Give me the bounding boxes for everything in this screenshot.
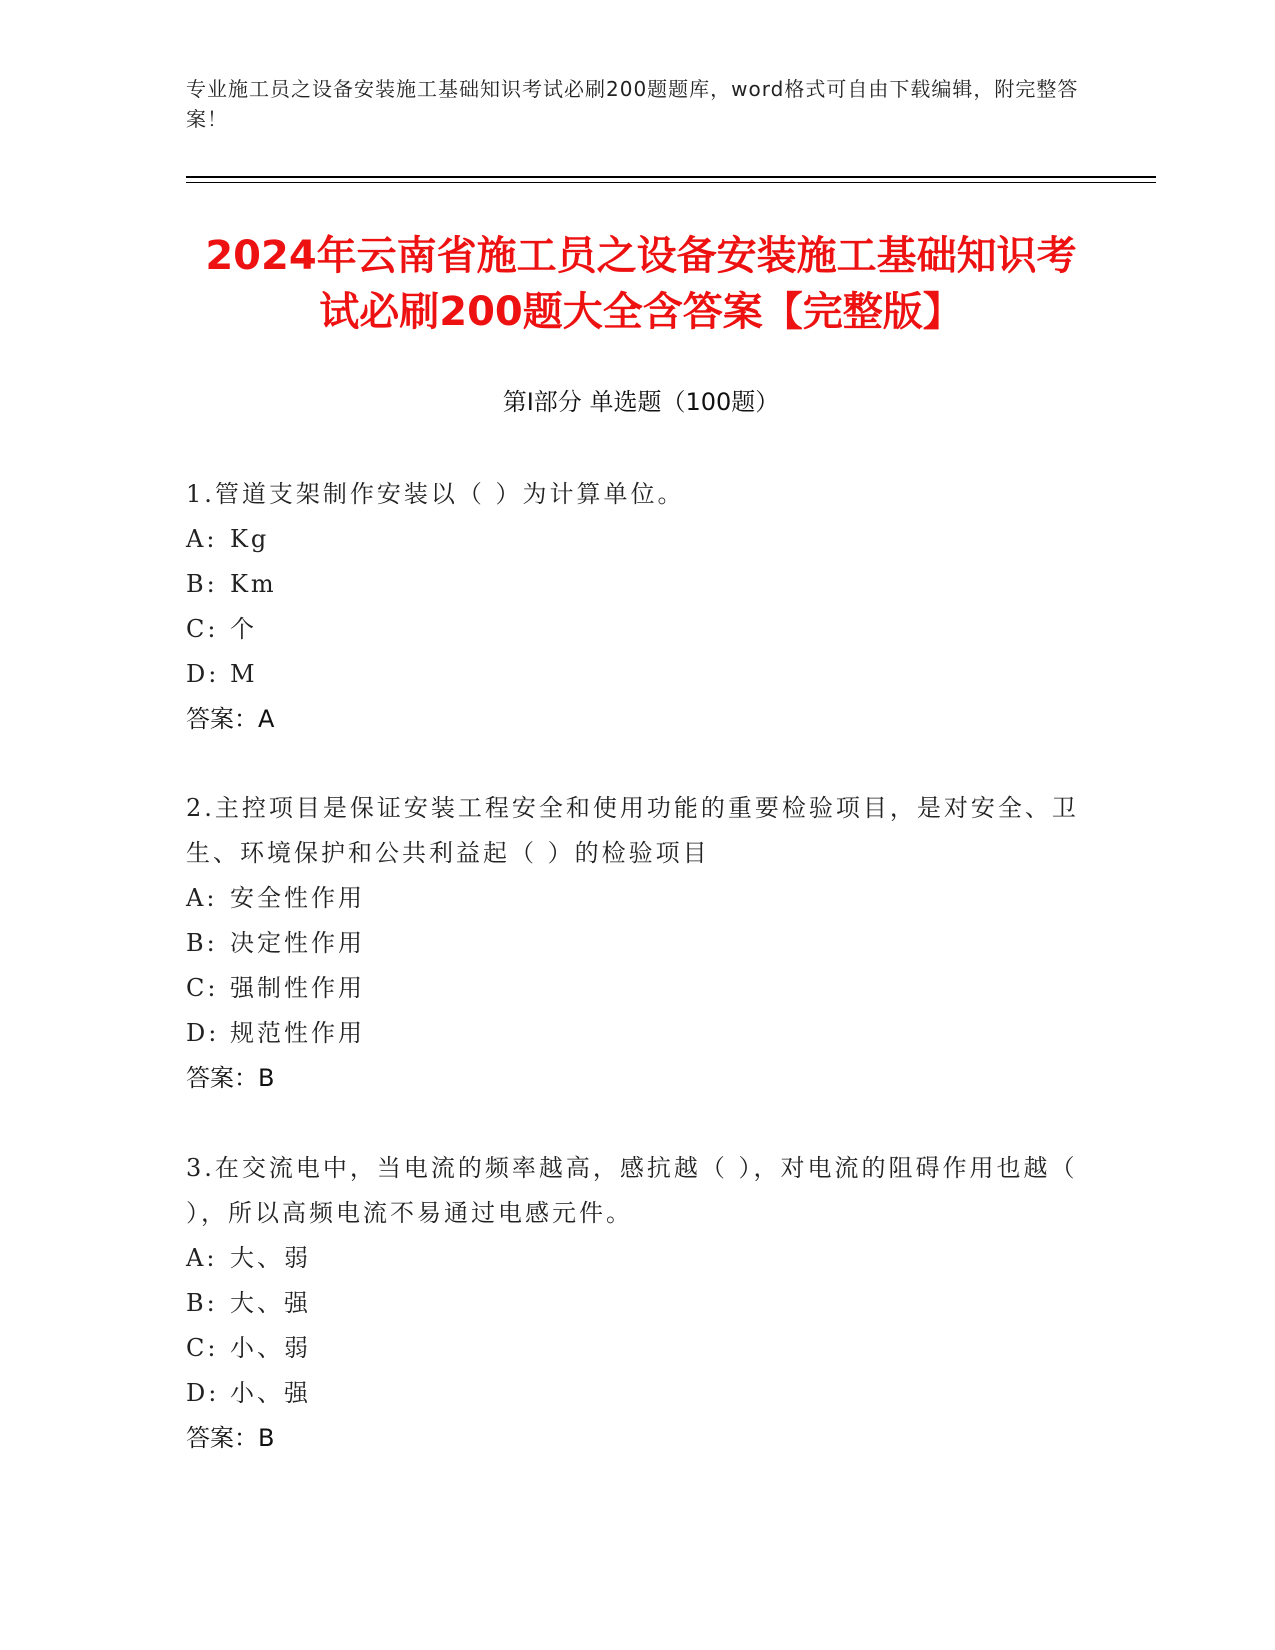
option-label: C: <box>186 615 219 643</box>
option-label: B: <box>186 1289 218 1317</box>
option-b <box>186 1281 1086 1326</box>
option-label: D: <box>186 1379 220 1407</box>
question-stem: 1.管道支架制作安装以（ ）为计算单位。 <box>186 480 685 508</box>
option-label: C: <box>186 974 219 1002</box>
option-text: 强制性作用 <box>230 974 365 1002</box>
option-text: 安全性作用 <box>230 884 365 912</box>
option-label: A: <box>186 884 218 912</box>
option-text: 个 <box>230 615 257 643</box>
question-2 <box>186 786 1086 1101</box>
header-divider-thin <box>186 182 1156 183</box>
answer-line: 答案：A <box>186 705 275 733</box>
option-label: A: <box>186 1244 218 1272</box>
option-a <box>186 517 1086 562</box>
question-3 <box>186 1146 1086 1461</box>
option-text: Km <box>230 570 277 598</box>
option-d <box>186 1011 1086 1056</box>
option-label: D: <box>186 660 220 688</box>
section-heading: 第Ⅰ部分 单选题（100题） <box>502 388 780 416</box>
question-stem: 2.主控项目是保证安装工程安全和使用功能的重要检验项目，是对安全、卫生、环境保护和公共利益起（ ）的检验项目 <box>186 794 1079 867</box>
option-c <box>186 1326 1086 1371</box>
option-c <box>186 966 1086 1011</box>
option-text: 大、弱 <box>230 1244 311 1272</box>
option-c <box>186 607 1086 652</box>
option-text: 规范性作用 <box>230 1019 365 1047</box>
option-a <box>186 1236 1086 1281</box>
option-label: C: <box>186 1334 219 1362</box>
header-note: 专业施工员之设备安装施工基础知识考试必刷200题题库，word格式可自由下载编辑，附完整答案！ <box>186 77 1079 131</box>
document-title: 2024年云南省施工员之设备安装施工基础知识考试必刷200题大全含答案【完整版】 <box>205 233 1077 335</box>
option-text: 小、强 <box>230 1379 311 1407</box>
question-stem: 3.在交流电中，当电流的频率越高，感抗越（ ），对电流的阻碍作用也越（ ），所以高频电流不易通过电感元件。 <box>186 1154 1078 1227</box>
option-b <box>186 921 1086 966</box>
option-text: Kg <box>230 525 270 553</box>
option-label: B: <box>186 570 218 598</box>
answer-line: 答案：B <box>186 1064 275 1092</box>
option-text: 决定性作用 <box>230 929 365 957</box>
header-divider-thick <box>186 176 1156 178</box>
option-label: D: <box>186 1019 220 1047</box>
option-d <box>186 1371 1086 1416</box>
option-label: A: <box>186 525 218 553</box>
option-text: 大、强 <box>230 1289 311 1317</box>
option-a <box>186 876 1086 921</box>
answer-line: 答案：B <box>186 1424 275 1452</box>
option-b <box>186 562 1086 607</box>
question-1 <box>186 472 1086 742</box>
option-d <box>186 652 1086 697</box>
option-text: 小、弱 <box>230 1334 311 1362</box>
option-label: B: <box>186 929 218 957</box>
option-text: M <box>230 660 258 688</box>
